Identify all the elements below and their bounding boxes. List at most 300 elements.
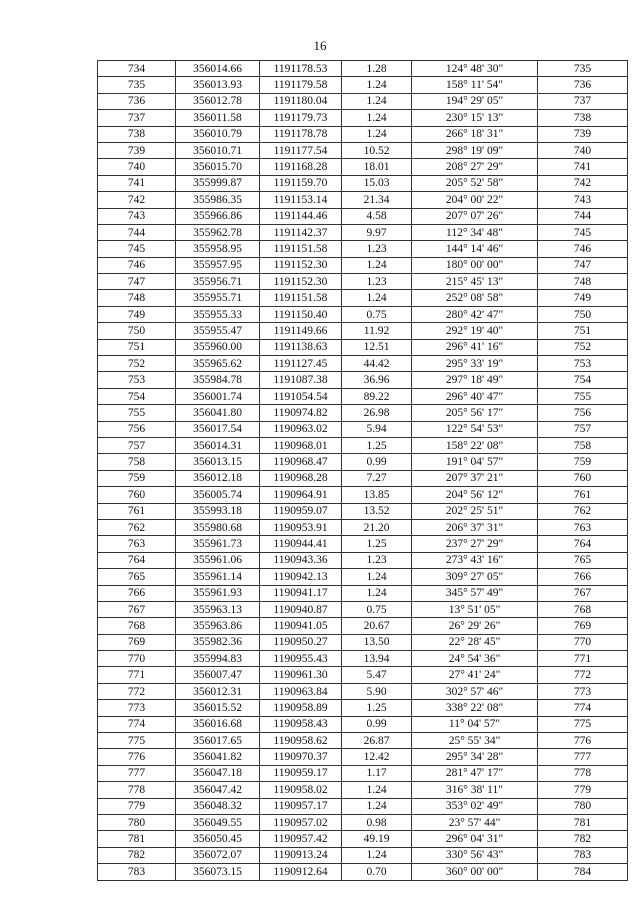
distance-cell: 13.50 xyxy=(342,634,412,650)
y-coordinate-cell: 1190963.02 xyxy=(260,421,342,437)
y-coordinate-cell: 1191151.58 xyxy=(260,290,342,306)
table-row xyxy=(98,601,628,617)
table-row xyxy=(98,814,628,830)
table-row xyxy=(98,77,628,93)
distance-cell: 5.47 xyxy=(342,667,412,683)
bearing-cell: 158° 22' 08" xyxy=(412,437,538,453)
distance-cell: 18.01 xyxy=(342,159,412,175)
point-number-cell: 768 xyxy=(98,618,176,634)
point-number-cell: 756 xyxy=(98,421,176,437)
y-coordinate-cell: 1191180.04 xyxy=(260,93,342,109)
x-coordinate-cell: 356011.58 xyxy=(176,110,260,126)
point-number-cell: 772 xyxy=(98,683,176,699)
bearing-cell: 296° 41' 16" xyxy=(412,339,538,355)
next-point-number-cell: 752 xyxy=(538,339,628,355)
table-row xyxy=(98,585,628,601)
point-number-cell: 766 xyxy=(98,585,176,601)
table-row xyxy=(98,208,628,224)
bearing-cell: 302° 57' 46" xyxy=(412,683,538,699)
point-number-cell: 743 xyxy=(98,208,176,224)
table-row xyxy=(98,388,628,404)
bearing-cell: 295° 34' 28" xyxy=(412,749,538,765)
y-coordinate-cell: 1190974.82 xyxy=(260,405,342,421)
y-coordinate-cell: 1191149.66 xyxy=(260,323,342,339)
y-coordinate-cell: 1190941.05 xyxy=(260,618,342,634)
y-coordinate-cell: 1191152.30 xyxy=(260,274,342,290)
distance-cell: 4.58 xyxy=(342,208,412,224)
distance-cell: 21.34 xyxy=(342,192,412,208)
y-coordinate-cell: 1191087.38 xyxy=(260,372,342,388)
bearing-cell: 124° 48' 30" xyxy=(412,61,538,77)
table-row xyxy=(98,683,628,699)
bearing-cell: 215° 45' 13" xyxy=(412,274,538,290)
distance-cell: 12.51 xyxy=(342,339,412,355)
distance-cell: 0.75 xyxy=(342,601,412,617)
point-number-cell: 739 xyxy=(98,142,176,158)
bearing-cell: 23° 57' 44" xyxy=(412,814,538,830)
y-coordinate-cell: 1190942.13 xyxy=(260,569,342,585)
next-point-number-cell: 781 xyxy=(538,814,628,830)
y-coordinate-cell: 1190968.01 xyxy=(260,437,342,453)
distance-cell: 44.42 xyxy=(342,356,412,372)
y-coordinate-cell: 1190957.42 xyxy=(260,831,342,847)
next-point-number-cell: 737 xyxy=(538,93,628,109)
table-row xyxy=(98,700,628,716)
point-number-cell: 775 xyxy=(98,733,176,749)
x-coordinate-cell: 355963.13 xyxy=(176,601,260,617)
point-number-cell: 781 xyxy=(98,831,176,847)
x-coordinate-cell: 356017.65 xyxy=(176,733,260,749)
bearing-cell: 204° 56' 12" xyxy=(412,487,538,503)
distance-cell: 1.25 xyxy=(342,536,412,552)
point-number-cell: 763 xyxy=(98,536,176,552)
table-row xyxy=(98,454,628,470)
next-point-number-cell: 773 xyxy=(538,683,628,699)
bearing-cell: 230° 15' 13" xyxy=(412,110,538,126)
next-point-number-cell: 765 xyxy=(538,552,628,568)
y-coordinate-cell: 1190961.30 xyxy=(260,667,342,683)
y-coordinate-cell: 1191168.28 xyxy=(260,159,342,175)
x-coordinate-cell: 355961.73 xyxy=(176,536,260,552)
y-coordinate-cell: 1191151.58 xyxy=(260,241,342,257)
bearing-cell: 191° 04' 57" xyxy=(412,454,538,470)
table-body xyxy=(98,61,628,881)
x-coordinate-cell: 356001.74 xyxy=(176,388,260,404)
point-number-cell: 761 xyxy=(98,503,176,519)
distance-cell: 1.24 xyxy=(342,847,412,863)
table-row xyxy=(98,405,628,421)
distance-cell: 1.23 xyxy=(342,552,412,568)
table-row xyxy=(98,372,628,388)
y-coordinate-cell: 1190968.28 xyxy=(260,470,342,486)
x-coordinate-cell: 355999.87 xyxy=(176,175,260,191)
bearing-cell: 207° 37' 21" xyxy=(412,470,538,486)
x-coordinate-cell: 355961.06 xyxy=(176,552,260,568)
point-number-cell: 740 xyxy=(98,159,176,175)
bearing-cell: 295° 33' 19" xyxy=(412,356,538,372)
bearing-cell: 112° 34' 48" xyxy=(412,224,538,240)
distance-cell: 0.70 xyxy=(342,864,412,880)
y-coordinate-cell: 1190941.17 xyxy=(260,585,342,601)
x-coordinate-cell: 355994.83 xyxy=(176,651,260,667)
table-row xyxy=(98,618,628,634)
table-row xyxy=(98,765,628,781)
bearing-cell: 353° 02' 49" xyxy=(412,798,538,814)
y-coordinate-cell: 1191179.73 xyxy=(260,110,342,126)
distance-cell: 1.24 xyxy=(342,782,412,798)
point-number-cell: 747 xyxy=(98,274,176,290)
x-coordinate-cell: 356015.70 xyxy=(176,159,260,175)
bearing-cell: 281° 47' 17" xyxy=(412,765,538,781)
next-point-number-cell: 743 xyxy=(538,192,628,208)
x-coordinate-cell: 355963.86 xyxy=(176,618,260,634)
y-coordinate-cell: 1191152.30 xyxy=(260,257,342,273)
table-row xyxy=(98,126,628,142)
table-row xyxy=(98,159,628,175)
table-row xyxy=(98,503,628,519)
distance-cell: 1.24 xyxy=(342,290,412,306)
x-coordinate-cell: 356048.32 xyxy=(176,798,260,814)
distance-cell: 1.24 xyxy=(342,569,412,585)
y-coordinate-cell: 1190963.84 xyxy=(260,683,342,699)
y-coordinate-cell: 1190957.02 xyxy=(260,814,342,830)
x-coordinate-cell: 355957.95 xyxy=(176,257,260,273)
x-coordinate-cell: 355962.78 xyxy=(176,224,260,240)
table-row xyxy=(98,437,628,453)
bearing-cell: 208° 27' 29" xyxy=(412,159,538,175)
distance-cell: 49.19 xyxy=(342,831,412,847)
x-coordinate-cell: 355982.36 xyxy=(176,634,260,650)
y-coordinate-cell: 1190913.24 xyxy=(260,847,342,863)
y-coordinate-cell: 1190943.36 xyxy=(260,552,342,568)
distance-cell: 1.28 xyxy=(342,61,412,77)
x-coordinate-cell: 355961.93 xyxy=(176,585,260,601)
y-coordinate-cell: 1190940.87 xyxy=(260,601,342,617)
table-row xyxy=(98,241,628,257)
table-row xyxy=(98,798,628,814)
next-point-number-cell: 750 xyxy=(538,306,628,322)
distance-cell: 1.24 xyxy=(342,585,412,601)
bearing-cell: 273° 43' 16" xyxy=(412,552,538,568)
bearing-cell: 330° 56' 43" xyxy=(412,847,538,863)
point-number-cell: 748 xyxy=(98,290,176,306)
next-point-number-cell: 774 xyxy=(538,700,628,716)
next-point-number-cell: 749 xyxy=(538,290,628,306)
bearing-cell: 205° 56' 17" xyxy=(412,405,538,421)
distance-cell: 0.98 xyxy=(342,814,412,830)
bearing-cell: 309° 27' 05" xyxy=(412,569,538,585)
distance-cell: 13.52 xyxy=(342,503,412,519)
bearing-cell: 298° 19' 09" xyxy=(412,142,538,158)
distance-cell: 0.99 xyxy=(342,454,412,470)
next-point-number-cell: 747 xyxy=(538,257,628,273)
table-row xyxy=(98,175,628,191)
distance-cell: 1.24 xyxy=(342,77,412,93)
next-point-number-cell: 759 xyxy=(538,454,628,470)
x-coordinate-cell: 355956.71 xyxy=(176,274,260,290)
distance-cell: 9.97 xyxy=(342,224,412,240)
distance-cell: 21.20 xyxy=(342,519,412,535)
table-row xyxy=(98,421,628,437)
table-row xyxy=(98,110,628,126)
next-point-number-cell: 755 xyxy=(538,388,628,404)
table-row xyxy=(98,569,628,585)
next-point-number-cell: 753 xyxy=(538,356,628,372)
next-point-number-cell: 772 xyxy=(538,667,628,683)
point-number-cell: 751 xyxy=(98,339,176,355)
point-number-cell: 773 xyxy=(98,700,176,716)
point-number-cell: 735 xyxy=(98,77,176,93)
point-number-cell: 783 xyxy=(98,864,176,880)
y-coordinate-cell: 1190955.43 xyxy=(260,651,342,667)
x-coordinate-cell: 356017.54 xyxy=(176,421,260,437)
table-row xyxy=(98,356,628,372)
next-point-number-cell: 754 xyxy=(538,372,628,388)
table-row xyxy=(98,470,628,486)
x-coordinate-cell: 356047.42 xyxy=(176,782,260,798)
point-number-cell: 737 xyxy=(98,110,176,126)
x-coordinate-cell: 356012.78 xyxy=(176,93,260,109)
table-row xyxy=(98,323,628,339)
distance-cell: 7.27 xyxy=(342,470,412,486)
next-point-number-cell: 783 xyxy=(538,847,628,863)
x-coordinate-cell: 355960.00 xyxy=(176,339,260,355)
point-number-cell: 760 xyxy=(98,487,176,503)
next-point-number-cell: 736 xyxy=(538,77,628,93)
table-row xyxy=(98,339,628,355)
next-point-number-cell: 745 xyxy=(538,224,628,240)
table-row xyxy=(98,306,628,322)
table-row xyxy=(98,733,628,749)
y-coordinate-cell: 1191178.53 xyxy=(260,61,342,77)
x-coordinate-cell: 356012.31 xyxy=(176,683,260,699)
bearing-cell: 26° 29' 26" xyxy=(412,618,538,634)
bearing-cell: 296° 40' 47" xyxy=(412,388,538,404)
table-row xyxy=(98,552,628,568)
next-point-number-cell: 782 xyxy=(538,831,628,847)
point-number-cell: 742 xyxy=(98,192,176,208)
y-coordinate-cell: 1190959.17 xyxy=(260,765,342,781)
next-point-number-cell: 776 xyxy=(538,733,628,749)
next-point-number-cell: 746 xyxy=(538,241,628,257)
point-number-cell: 780 xyxy=(98,814,176,830)
x-coordinate-cell: 356005.74 xyxy=(176,487,260,503)
table-row xyxy=(98,192,628,208)
x-coordinate-cell: 356013.15 xyxy=(176,454,260,470)
distance-cell: 15.03 xyxy=(342,175,412,191)
bearing-cell: 144° 14' 46" xyxy=(412,241,538,257)
point-number-cell: 759 xyxy=(98,470,176,486)
bearing-cell: 25° 55' 34" xyxy=(412,733,538,749)
point-number-cell: 765 xyxy=(98,569,176,585)
point-number-cell: 770 xyxy=(98,651,176,667)
next-point-number-cell: 769 xyxy=(538,618,628,634)
distance-cell: 36.96 xyxy=(342,372,412,388)
distance-cell: 1.24 xyxy=(342,93,412,109)
point-number-cell: 746 xyxy=(98,257,176,273)
next-point-number-cell: 767 xyxy=(538,585,628,601)
point-number-cell: 762 xyxy=(98,519,176,535)
point-number-cell: 750 xyxy=(98,323,176,339)
x-coordinate-cell: 356014.66 xyxy=(176,61,260,77)
point-number-cell: 736 xyxy=(98,93,176,109)
table-row xyxy=(98,864,628,880)
y-coordinate-cell: 1190968.47 xyxy=(260,454,342,470)
table-row xyxy=(98,290,628,306)
table-row xyxy=(98,487,628,503)
next-point-number-cell: 784 xyxy=(538,864,628,880)
x-coordinate-cell: 356010.71 xyxy=(176,142,260,158)
next-point-number-cell: 748 xyxy=(538,274,628,290)
coordinates-table xyxy=(97,60,628,881)
next-point-number-cell: 760 xyxy=(538,470,628,486)
next-point-number-cell: 757 xyxy=(538,421,628,437)
point-number-cell: 757 xyxy=(98,437,176,453)
point-number-cell: 771 xyxy=(98,667,176,683)
bearing-cell: 316° 38' 11" xyxy=(412,782,538,798)
table-row xyxy=(98,519,628,535)
y-coordinate-cell: 1190959.07 xyxy=(260,503,342,519)
table-row xyxy=(98,61,628,77)
next-point-number-cell: 777 xyxy=(538,749,628,765)
y-coordinate-cell: 1191153.14 xyxy=(260,192,342,208)
distance-cell: 0.99 xyxy=(342,716,412,732)
y-coordinate-cell: 1191144.46 xyxy=(260,208,342,224)
y-coordinate-cell: 1190953.91 xyxy=(260,519,342,535)
x-coordinate-cell: 355966.86 xyxy=(176,208,260,224)
y-coordinate-cell: 1190912.64 xyxy=(260,864,342,880)
point-number-cell: 758 xyxy=(98,454,176,470)
distance-cell: 26.87 xyxy=(342,733,412,749)
point-number-cell: 769 xyxy=(98,634,176,650)
distance-cell: 10.52 xyxy=(342,142,412,158)
x-coordinate-cell: 355980.68 xyxy=(176,519,260,535)
point-number-cell: 776 xyxy=(98,749,176,765)
y-coordinate-cell: 1190964.91 xyxy=(260,487,342,503)
x-coordinate-cell: 356041.82 xyxy=(176,749,260,765)
point-number-cell: 753 xyxy=(98,372,176,388)
bearing-cell: 338° 22' 08" xyxy=(412,700,538,716)
y-coordinate-cell: 1190950.27 xyxy=(260,634,342,650)
distance-cell: 1.24 xyxy=(342,110,412,126)
page-number: 16 xyxy=(313,38,327,53)
next-point-number-cell: 740 xyxy=(538,142,628,158)
distance-cell: 89.22 xyxy=(342,388,412,404)
bearing-cell: 292° 19' 40" xyxy=(412,323,538,339)
distance-cell: 13.85 xyxy=(342,487,412,503)
table-row xyxy=(98,749,628,765)
next-point-number-cell: 758 xyxy=(538,437,628,453)
next-point-number-cell: 770 xyxy=(538,634,628,650)
x-coordinate-cell: 356012.18 xyxy=(176,470,260,486)
point-number-cell: 767 xyxy=(98,601,176,617)
next-point-number-cell: 739 xyxy=(538,126,628,142)
next-point-number-cell: 778 xyxy=(538,765,628,781)
distance-cell: 11.92 xyxy=(342,323,412,339)
x-coordinate-cell: 356010.79 xyxy=(176,126,260,142)
bearing-cell: 22° 28' 45" xyxy=(412,634,538,650)
next-point-number-cell: 764 xyxy=(538,536,628,552)
y-coordinate-cell: 1191138.63 xyxy=(260,339,342,355)
y-coordinate-cell: 1191177.54 xyxy=(260,142,342,158)
distance-cell: 1.24 xyxy=(342,798,412,814)
table-row xyxy=(98,93,628,109)
next-point-number-cell: 741 xyxy=(538,159,628,175)
table-row xyxy=(98,634,628,650)
x-coordinate-cell: 356007.47 xyxy=(176,667,260,683)
next-point-number-cell: 742 xyxy=(538,175,628,191)
next-point-number-cell: 738 xyxy=(538,110,628,126)
point-number-cell: 738 xyxy=(98,126,176,142)
point-number-cell: 741 xyxy=(98,175,176,191)
bearing-cell: 13° 51' 05" xyxy=(412,601,538,617)
bearing-cell: 207° 07' 26" xyxy=(412,208,538,224)
bearing-cell: 11° 04' 57" xyxy=(412,716,538,732)
y-coordinate-cell: 1191179.58 xyxy=(260,77,342,93)
x-coordinate-cell: 355958.95 xyxy=(176,241,260,257)
point-number-cell: 754 xyxy=(98,388,176,404)
next-point-number-cell: 768 xyxy=(538,601,628,617)
bearing-cell: 206° 37' 31" xyxy=(412,519,538,535)
x-coordinate-cell: 356014.31 xyxy=(176,437,260,453)
x-coordinate-cell: 355984.78 xyxy=(176,372,260,388)
bearing-cell: 204° 00' 22" xyxy=(412,192,538,208)
bearing-cell: 297° 18' 49" xyxy=(412,372,538,388)
distance-cell: 1.24 xyxy=(342,126,412,142)
point-number-cell: 744 xyxy=(98,224,176,240)
point-number-cell: 778 xyxy=(98,782,176,798)
y-coordinate-cell: 1191142.37 xyxy=(260,224,342,240)
distance-cell: 1.25 xyxy=(342,700,412,716)
y-coordinate-cell: 1191159.70 xyxy=(260,175,342,191)
point-number-cell: 755 xyxy=(98,405,176,421)
bearing-cell: 158° 11' 54" xyxy=(412,77,538,93)
table-row xyxy=(98,831,628,847)
point-number-cell: 779 xyxy=(98,798,176,814)
x-coordinate-cell: 355961.14 xyxy=(176,569,260,585)
x-coordinate-cell: 356041.80 xyxy=(176,405,260,421)
y-coordinate-cell: 1191054.54 xyxy=(260,388,342,404)
point-number-cell: 774 xyxy=(98,716,176,732)
y-coordinate-cell: 1190958.62 xyxy=(260,733,342,749)
point-number-cell: 749 xyxy=(98,306,176,322)
next-point-number-cell: 756 xyxy=(538,405,628,421)
next-point-number-cell: 763 xyxy=(538,519,628,535)
point-number-cell: 745 xyxy=(98,241,176,257)
distance-cell: 0.75 xyxy=(342,306,412,322)
x-coordinate-cell: 356072.07 xyxy=(176,847,260,863)
table-row xyxy=(98,257,628,273)
table-row xyxy=(98,651,628,667)
bearing-cell: 205° 52' 58" xyxy=(412,175,538,191)
bearing-cell: 237° 27' 29" xyxy=(412,536,538,552)
x-coordinate-cell: 356073.15 xyxy=(176,864,260,880)
x-coordinate-cell: 355955.71 xyxy=(176,290,260,306)
y-coordinate-cell: 1191127.45 xyxy=(260,356,342,372)
distance-cell: 5.90 xyxy=(342,683,412,699)
x-coordinate-cell: 355986.35 xyxy=(176,192,260,208)
y-coordinate-cell: 1190970.37 xyxy=(260,749,342,765)
distance-cell: 1.24 xyxy=(342,257,412,273)
table-row xyxy=(98,274,628,290)
distance-cell: 12.42 xyxy=(342,749,412,765)
y-coordinate-cell: 1191178.78 xyxy=(260,126,342,142)
bearing-cell: 202° 25' 51" xyxy=(412,503,538,519)
bearing-cell: 345° 57' 49" xyxy=(412,585,538,601)
bearing-cell: 360° 00' 00" xyxy=(412,864,538,880)
next-point-number-cell: 779 xyxy=(538,782,628,798)
bearing-cell: 296° 04' 31" xyxy=(412,831,538,847)
